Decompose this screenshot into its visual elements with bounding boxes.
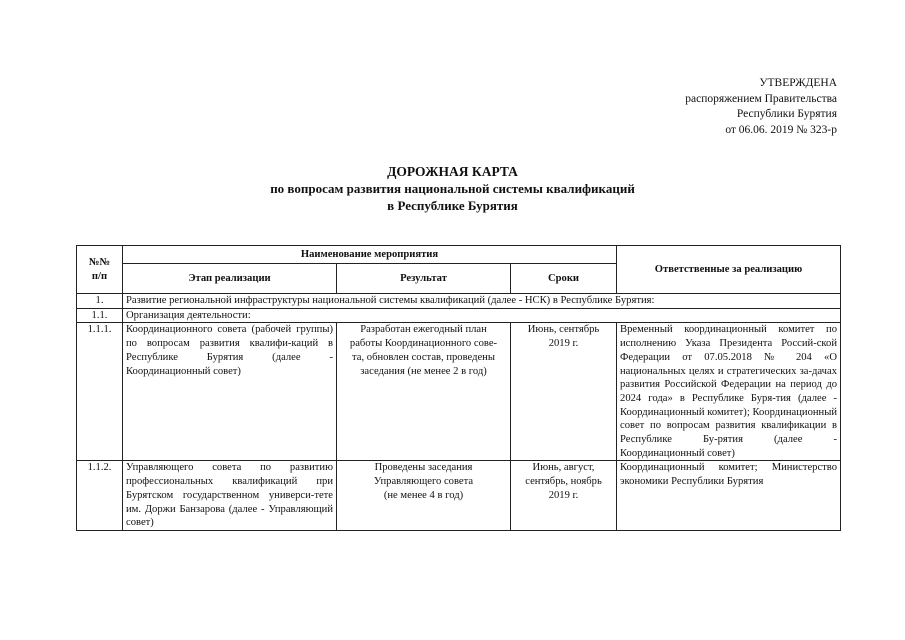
result-cell: Разработан ежегодный план работы Координационного сове- та, обновлен состав, проведены заседания (не менее 2 в год) xyxy=(337,323,511,461)
table-row xyxy=(77,294,841,309)
subsection-title: Организация деятельности: xyxy=(123,308,841,323)
row-number: 1.1.1. xyxy=(77,323,123,461)
approval-stamp xyxy=(685,76,837,138)
header-result: Результат xyxy=(337,264,511,294)
document-title xyxy=(0,163,905,214)
stage-cell: Управляющего совета по развитию профессиональных квалификаций при Бурятском государственном универси-тете им. Доржи Банзарова (далее - Управляющий совет) xyxy=(123,461,337,531)
roadmap-table xyxy=(76,245,841,531)
deadline-cell: Июнь, сентябрь 2019 г. xyxy=(511,323,617,461)
responsible-cell: Координационный комитет; Министерство экономики Республики Бурятия xyxy=(617,461,841,531)
result-cell: Проведены заседания Управляющего совета (не менее 4 в год) xyxy=(337,461,511,531)
section-title: Развитие региональной инфраструктуры национальной системы квалификаций (далее - НСК) в Республике Бурятия: xyxy=(123,294,841,309)
row-number: 1. xyxy=(77,294,123,309)
approval-line: распоряжением Правительства xyxy=(685,92,837,105)
header-deadline: Сроки xyxy=(511,264,617,294)
approval-date: от 06.06. 2019 № 323-р xyxy=(725,123,837,136)
title-main: ДОРОЖНАЯ КАРТА xyxy=(387,164,518,179)
table-row xyxy=(77,461,841,531)
table-header-row xyxy=(77,246,841,264)
deadline-cell: Июнь, август, сентябрь, ноябрь 2019 г. xyxy=(511,461,617,531)
title-subtitle: в Республике Бурятия xyxy=(387,198,518,213)
header-responsible: Ответственные за реализацию xyxy=(617,246,841,294)
header-stage: Этап реализации xyxy=(123,264,337,294)
table-row xyxy=(77,323,841,461)
header-event-name: Наименование мероприятия xyxy=(123,246,617,264)
header-number: №№ п/п xyxy=(77,246,123,294)
table-row xyxy=(77,308,841,323)
row-number: 1.1. xyxy=(77,308,123,323)
stage-cell: Координационного совета (рабочей группы) по вопросам развития квалифи-каций в Республике Бурятия (далее - Координационный совет) xyxy=(123,323,337,461)
row-number: 1.1.2. xyxy=(77,461,123,531)
approval-line: УТВЕРЖДЕНА xyxy=(759,77,837,89)
responsible-cell: Временный координационный комитет по исполнению Указа Президента Россий-ской Федерации от 07.05.2018 № 204 «О национальных целях и стратегических за-дачах развития Российской Федерации на период до 2024 года» в Республике Буря-тия (далее - Координационный комитет); Координационный совет по вопросам развития квалификации в Республике Бу-рятия (далее - Координационный совет) xyxy=(617,323,841,461)
approval-line: Республики Бурятия xyxy=(736,108,837,120)
title-subtitle: по вопросам развития национальной системы квалификаций xyxy=(270,181,635,196)
